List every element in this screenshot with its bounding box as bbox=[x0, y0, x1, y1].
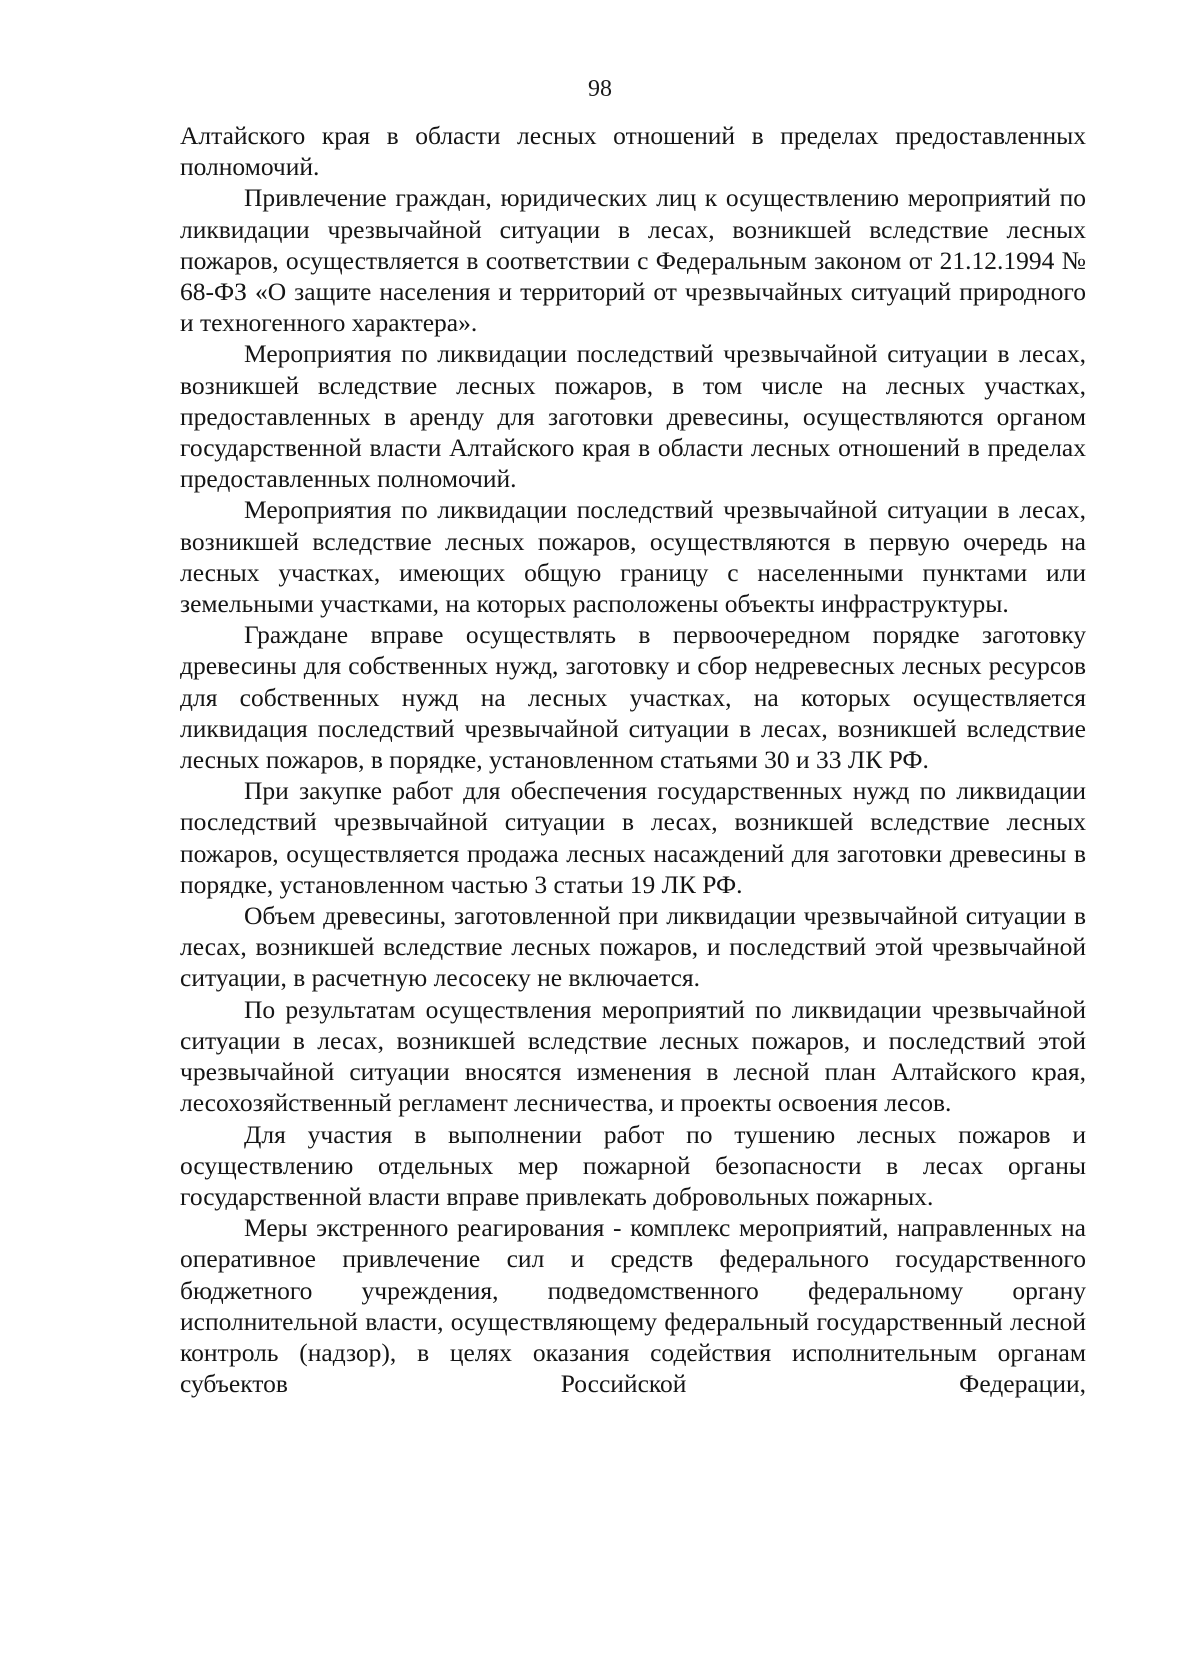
document-body bbox=[180, 120, 1086, 1399]
paragraph: Привлечение граждан, юридических лиц к осуществлению мероприятий по ликвидации чрезвычайной ситуации в лесах, возникшей вследствие лесных пожаров, осуществляется в соответствии с Федеральным законом от 21.12.1994 № 68-ФЗ «О защите населения и территорий от чрезвычайных ситуаций природного и техногенного характера». bbox=[180, 183, 1086, 338]
paragraph-continued: Меры экстренного реагирования - комплекс мероприятий, направленных на оперативное привлечение сил и средств федерального государственного бюджетного учреждения, подведомственного федеральному органу исполнительной власти, осуществляющему федеральный государственный лесной контроль (надзор), в целях оказания содействия исполнительным органам субъектов Российской Федерации, bbox=[180, 1213, 1086, 1399]
paragraph: Для участия в выполнении работ по тушению лесных пожаров и осуществлению отдельных мер пожарной безопасности в лесах органы государственной власти вправе привлекать добровольных пожарных. bbox=[180, 1119, 1086, 1211]
paragraph: Граждане вправе осуществлять в первоочередном порядке заготовку древесины для собственных нужд, заготовку и сбор недревесных лесных ресурсов для собственных нужд на лесных участках, на которых осуществляется ликвидация последствий чрезвычайной ситуации в лесах, возникшей вследствие лесных пожаров, в порядке, установленном статьями 30 и 33 ЛК РФ. bbox=[180, 620, 1086, 775]
paragraph: Объем древесины, заготовленной при ликвидации чрезвычайной ситуации в лесах, возникшей вследствие лесных пожаров, и последствий этой чрезвычайной ситуации, в расчетную лесосеку не включается. bbox=[180, 901, 1086, 993]
page-number: 98 bbox=[588, 76, 612, 102]
paragraph: При закупке работ для обеспечения государственных нужд по ликвидации последствий чрезвычайной ситуации в лесах, возникшей вследствие лесных пожаров, осуществляется продажа лесных насаждений для заготовки древесины в порядке, установленном частью 3 статьи 19 ЛК РФ. bbox=[180, 776, 1086, 899]
paragraph: Мероприятия по ликвидации последствий чрезвычайной ситуации в лесах, возникшей вследствие лесных пожаров, осуществляются в первую очередь на лесных участках, имеющих общую границу с населенными пунктами или земельными участками, на которых расположены объекты инфраструктуры. bbox=[180, 495, 1086, 619]
paragraph: По результатам осуществления мероприятий по ликвидации чрезвычайной ситуации в лесах, возникшей вследствие лесных пожаров, и последствий этой чрезвычайной ситуации вносятся изменения в лесной план Алтайского края, лесохозяйственный регламент лесничества, и проекты освоения лесов. bbox=[180, 994, 1086, 1118]
paragraph: Мероприятия по ликвидации последствий чрезвычайной ситуации в лесах, возникшей вследствие лесных пожаров, в том числе на лесных участках, предоставленных в аренду для заготовки древесины, осуществляются органом государственной власти Алтайского края в области лесных отношений в пределах предоставленных полномочий. bbox=[180, 339, 1086, 494]
paragraph-continuation: Алтайского края в области лесных отношений в пределах предоставленных полномочий. bbox=[180, 121, 1086, 182]
